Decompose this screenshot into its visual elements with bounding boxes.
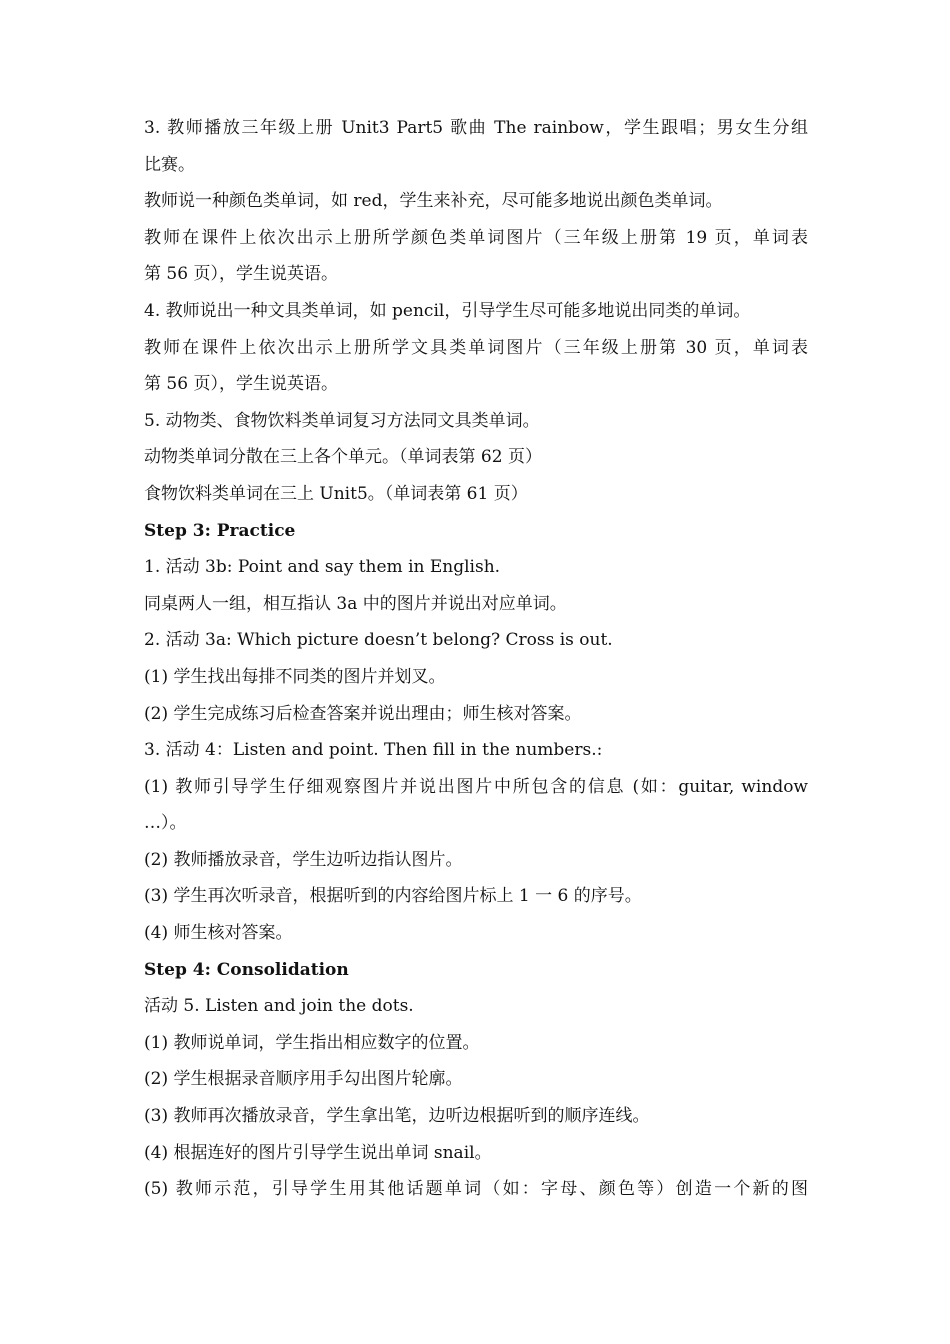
paragraph-line: 3. 教师播放三年级上册 Unit3 Part5 歌曲 The rainbow，学生跟唱；男女生分组 [144, 118, 808, 138]
paragraph-line: 1. 活动 3b: Point and say them in English. [144, 557, 501, 578]
paragraph-line: 第 56 页），学生说英语。 [144, 374, 338, 395]
paragraph-line: 教师说一种颜色类单词，如 red，学生来补充，尽可能多地说出颜色类单词。 [144, 191, 723, 212]
paragraph-line: (5) 教师示范，引导学生用其他话题单词（如：字母、颜色等）创造一个新的图 [144, 1179, 808, 1200]
paragraph-line: (2) 学生完成练习后检查答案并说出理由；师生核对答案。 [144, 703, 582, 724]
document-body [144, 110, 808, 1208]
paragraph-line: 同桌两人一组，相互指认 3a 中的图片并说出对应单词。 [144, 593, 567, 614]
paragraph-line: (4) 师生核对答案。 [144, 923, 293, 944]
paragraph-line: …）。 [144, 813, 187, 834]
paragraph-line: (2) 学生根据录音顺序用手勾出图片轮廓。 [144, 1069, 463, 1090]
paragraph-line: (2) 教师播放录音，学生边听边指认图片。 [144, 849, 463, 870]
paragraph-line: 3. 活动 4：Listen and point. Then fill in the numbers.: [144, 740, 603, 761]
paragraph-line: 4. 教师说出一种文具类单词，如 pencil，引导学生尽可能多地说出同类的单词。 [144, 300, 751, 321]
paragraph-line: 第 56 页），学生说英语。 [144, 264, 338, 285]
section-heading: Step 4: Consolidation [144, 959, 349, 980]
paragraph-line: 比赛。 [144, 154, 195, 175]
paragraph-line: (1) 教师说单词，学生指出相应数字的位置。 [144, 1032, 480, 1053]
paragraph-line: 活动 5. Listen and join the dots. [144, 996, 414, 1017]
paragraph-line: (1) 教师引导学生仔细观察图片并说出图片中所包含的信息 (如：guitar, window [144, 776, 808, 797]
paragraph-line: 5. 动物类、食物饮料类单词复习方法同文具类单词。 [144, 410, 540, 431]
paragraph-line: (3) 教师再次播放录音，学生拿出笔，边听边根据听到的顺序连线。 [144, 1106, 650, 1127]
paragraph-line: 动物类单词分散在三上各个单元。（单词表第 62 页） [144, 447, 542, 468]
paragraph-line: 2. 活动 3a: Which picture doesn’t belong? Cross is out. [144, 630, 613, 651]
paragraph-line: (1) 学生找出每排不同类的图片并划叉。 [144, 666, 446, 687]
paragraph-line: 教师在课件上依次出示上册所学颜色类单词图片（三年级上册第 19 页，单词表 [144, 227, 808, 248]
section-heading: Step 3: Practice [144, 520, 296, 541]
paragraph-line: 食物饮料类单词在三上 Unit5。（单词表第 61 页） [144, 483, 528, 504]
paragraph-line: (4) 根据连好的图片引导学生说出单词 snail。 [144, 1142, 492, 1163]
paragraph-line: (3) 学生再次听录音，根据听到的内容给图片标上 1 一 6 的序号。 [144, 886, 642, 907]
paragraph-line: 教师在课件上依次出示上册所学文具类单词图片（三年级上册第 30 页，单词表 [144, 337, 808, 358]
